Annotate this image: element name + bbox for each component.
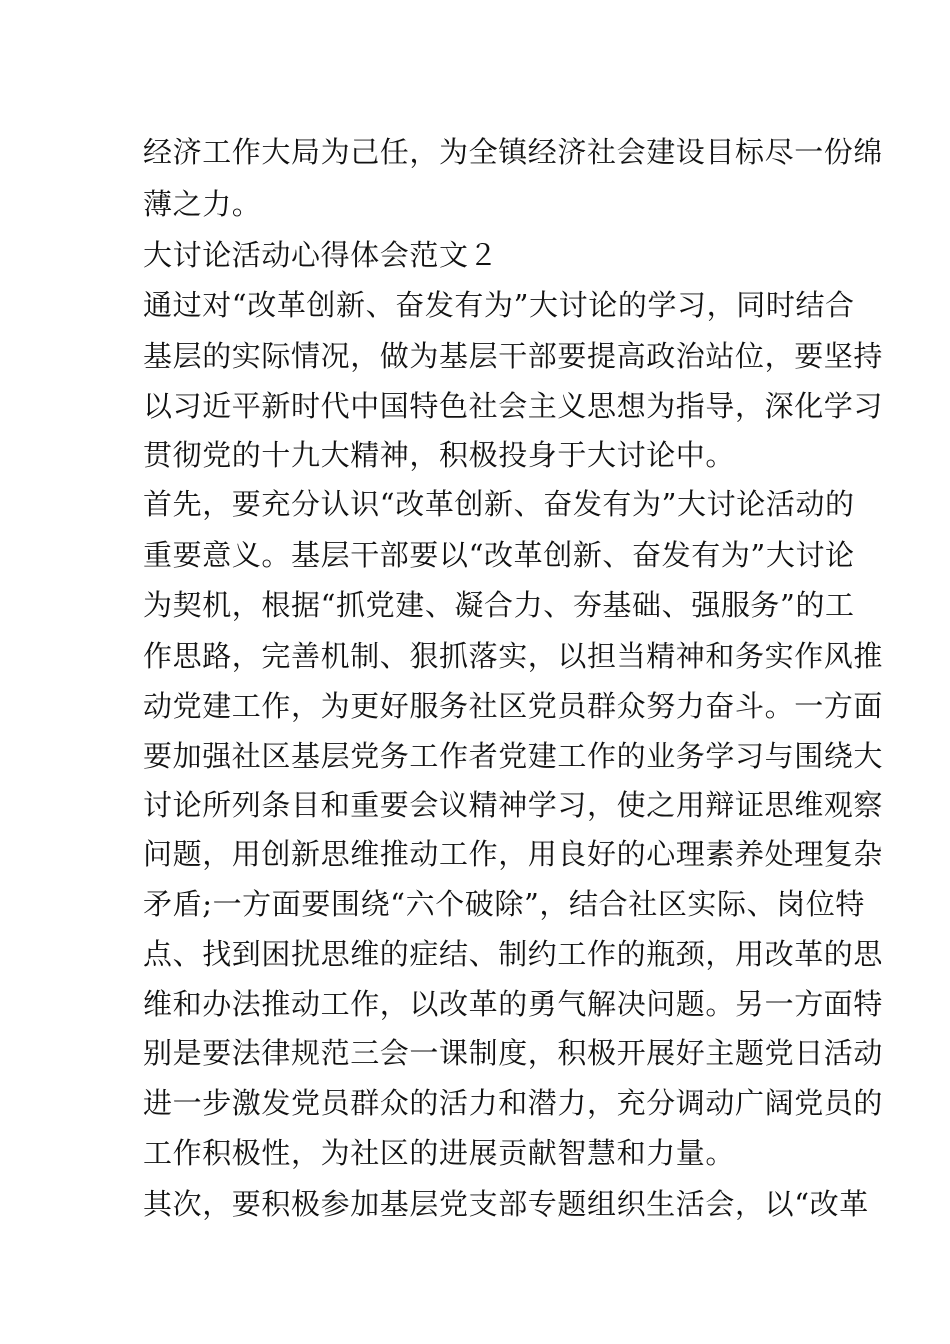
text-line: 薄之力。	[143, 187, 262, 221]
text-line: 作思路，完善机制、狠抓落实，以担当精神和务实作风推	[143, 639, 884, 673]
section-heading: 大讨论活动心得体会范文２	[143, 238, 499, 272]
text-line: 经济工作大局为己任，为全镇经济社会建设目标尽一份绵	[143, 135, 884, 169]
text-line: 要加强社区基层党务工作者党建工作的业务学习与围绕大	[143, 739, 884, 773]
text-line: 动党建工作，为更好服务社区党员群众努力奋斗。一方面	[143, 689, 884, 723]
text-line: 通过对“改革创新、奋发有为”大讨论的学习，同时结合	[143, 288, 855, 322]
text-line: 基层的实际情况，做为基层干部要提高政治站位，要坚持	[143, 339, 884, 373]
text-line: 矛盾;一方面要围绕“六个破除”，结合社区实际、岗位特	[143, 887, 866, 921]
text-line: 以习近平新时代中国特色社会主义思想为指导，深化学习	[143, 389, 884, 423]
text-line: 工作积极性，为社区的进展贡献智慧和力量。	[143, 1136, 736, 1170]
text-line: 维和办法推动工作，以改革的勇气解决问题。另一方面特	[143, 987, 884, 1021]
text-line: 重要意义。基层干部要以“改革创新、奋发有为”大讨论	[143, 538, 855, 572]
text-line: 讨论所列条目和重要会议精神学习，使之用辩证思维观察	[143, 788, 884, 822]
text-line: 其次，要积极参加基层党支部专题组织生活会，以“改革	[143, 1187, 869, 1221]
text-line: 别是要法律规范三会一课制度，积极开展好主题党日活动	[143, 1036, 884, 1070]
text-line: 贯彻党的十九大精神，积极投身于大讨论中。	[143, 438, 736, 472]
text-line: 首先，要充分认识“改革创新、奋发有为”大讨论活动的	[143, 487, 855, 521]
text-line: 进一步激发党员群众的活力和潜力，充分调动广阔党员的	[143, 1086, 884, 1120]
text-line: 为契机，根据“抓党建、凝合力、夯基础、强服务”的工	[143, 588, 855, 622]
text-line: 点、找到困扰思维的症结、制约工作的瓶颈，用改革的思	[143, 937, 884, 971]
text-line: 问题，用创新思维推动工作，用良好的心理素养处理复杂	[143, 837, 884, 871]
